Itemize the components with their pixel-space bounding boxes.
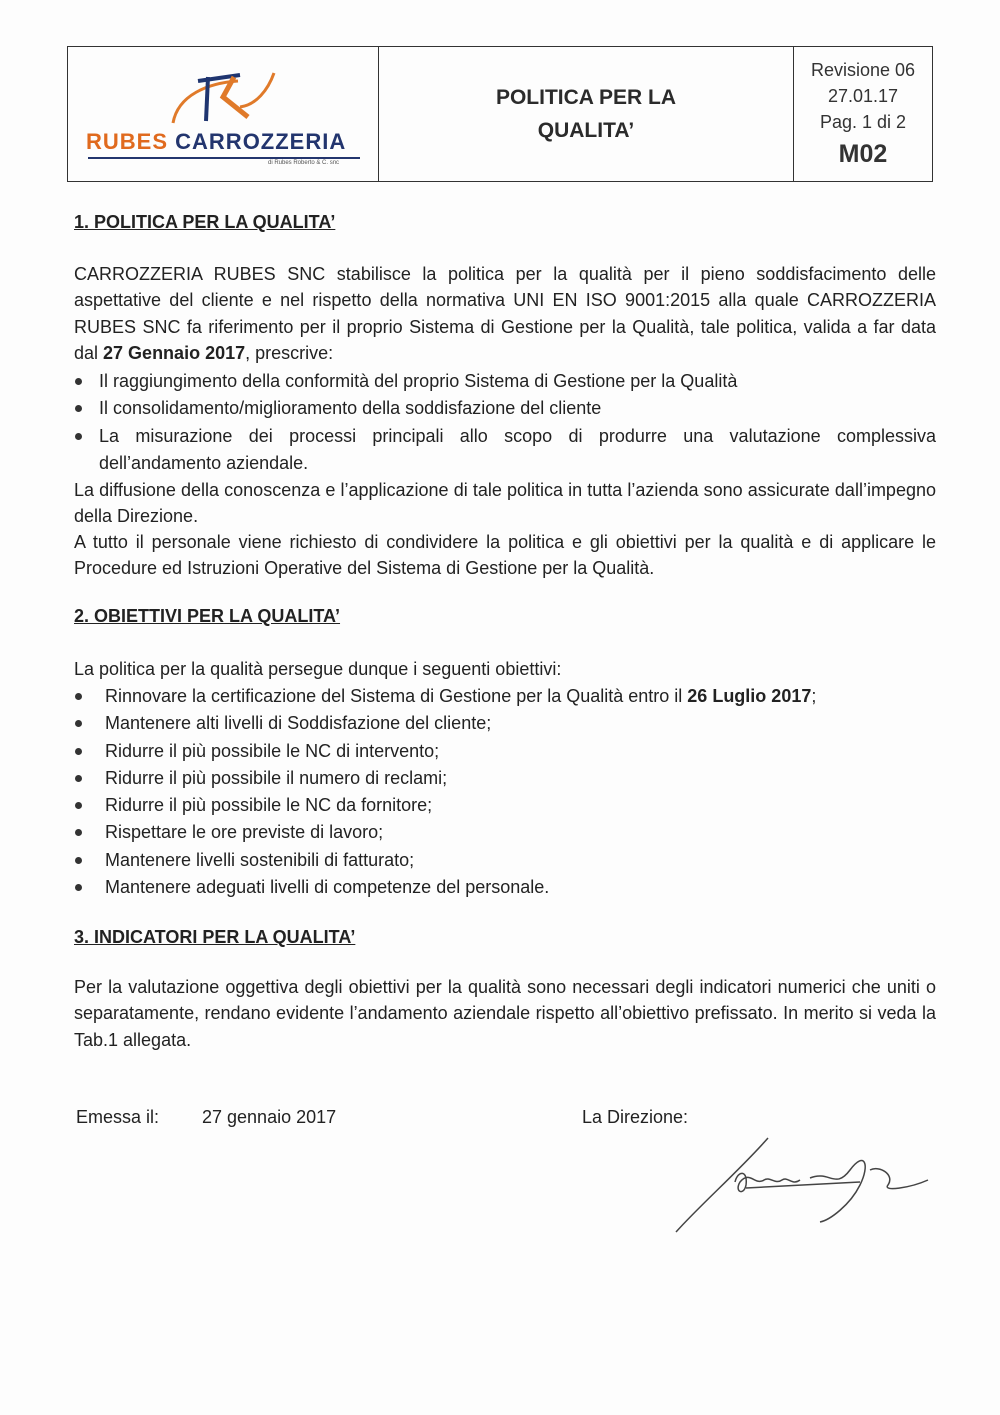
section-1-paragraph-3: A tutto il personale viene richiesto di condividere la politica e gli obiettivi per la qualità e di applicare le Procedure ed Istruzioni Operative del Sistema di Gestione per la Qualità. [74, 532, 936, 579]
company-logo [68, 47, 379, 181]
revision-number: Revisione 06 [810, 60, 916, 80]
issued-label: Emessa il: [76, 1107, 160, 1127]
section-2-intro: La politica per la qualità persegue dunque i seguenti obiettivi: [74, 659, 562, 679]
document-header [67, 46, 933, 182]
revision-date: 27.01.17 [827, 86, 899, 106]
list-item: Rispettare le ore previste di lavoro; [74, 819, 936, 846]
logo-name: RUBES CARROZZERIA [86, 129, 347, 154]
revision-box [794, 47, 932, 181]
objectives-list [74, 683, 936, 901]
issued-date: 27 gennaio 2017 [202, 1107, 337, 1127]
list-item: La misurazione dei processi principali allo scopo di produrre una valutazione complessiva dell’andamento aziendale. [74, 423, 936, 478]
policy-list [74, 368, 936, 477]
section-2-heading: 2. OBIETTIVI PER LA QUALITA’ [74, 606, 341, 626]
signature-image [660, 1130, 940, 1240]
section-1-intro: CARROZZERIA RUBES SNC stabilisce la politica per la qualità per il pieno soddisfacimento delle aspettative del cliente e nel rispetto della normativa UNI EN ISO 9001:2015 alla quale CARROZZERIA RUBES SNC fa riferimento per il proprio Sistema di Gestione per la Qualità, tale politica, valida a far data dal 27 Gennaio 2017, prescrive: [74, 264, 936, 363]
section-3-paragraph: Per la valutazione oggettiva degli obiettivi per la qualità sono necessari degli indicatori numerici che uniti o separatamente, rendano evidente l’andamento aziendale rispetto all’obiettivo prefissato. In merito si veda la Tab.1 allegata. [74, 977, 936, 1050]
list-item: Ridurre il più possibile il numero di reclami; [74, 765, 936, 792]
title-line-2: QUALITA’ [537, 119, 635, 142]
document-code: M02 [838, 140, 888, 168]
list-item: Mantenere adeguati livelli di competenze del personale. [74, 874, 936, 901]
page-number: Pag. 1 di 2 [819, 112, 907, 132]
logo-underline [88, 157, 360, 159]
document-title [379, 47, 794, 181]
list-item: Ridurre il più possibile le NC di intervento; [74, 738, 936, 765]
title-line-1: POLITICA PER LA [495, 86, 677, 109]
logo-mark-icon [168, 65, 278, 127]
section-3-heading: 3. INDICATORI PER LA QUALITA’ [74, 927, 356, 947]
direction-label: La Direzione: [582, 1107, 689, 1127]
section-1-paragraph-2: La diffusione della conoscenza e l’applicazione di tale politica in tutta l’azienda sono assicurate dall’impegno della Direzione. [74, 480, 936, 527]
list-item: Mantenere livelli sostenibili di fatturato; [74, 847, 936, 874]
logo-subtitle: di Rubes Roberto & C. snc [268, 160, 340, 166]
section-1-heading: 1. POLITICA PER LA QUALITA’ [74, 212, 336, 232]
list-item: Ridurre il più possibile le NC da fornitore; [74, 792, 936, 819]
list-item: Rinnovare la certificazione del Sistema di Gestione per la Qualità entro il 26 Luglio 2017; [74, 683, 936, 710]
list-item: Mantenere alti livelli di Soddisfazione del cliente; [74, 710, 936, 737]
list-item: Il consolidamento/miglioramento della soddisfazione del cliente [74, 395, 936, 422]
list-item: Il raggiungimento della conformità del proprio Sistema di Gestione per la Qualità [74, 368, 936, 395]
